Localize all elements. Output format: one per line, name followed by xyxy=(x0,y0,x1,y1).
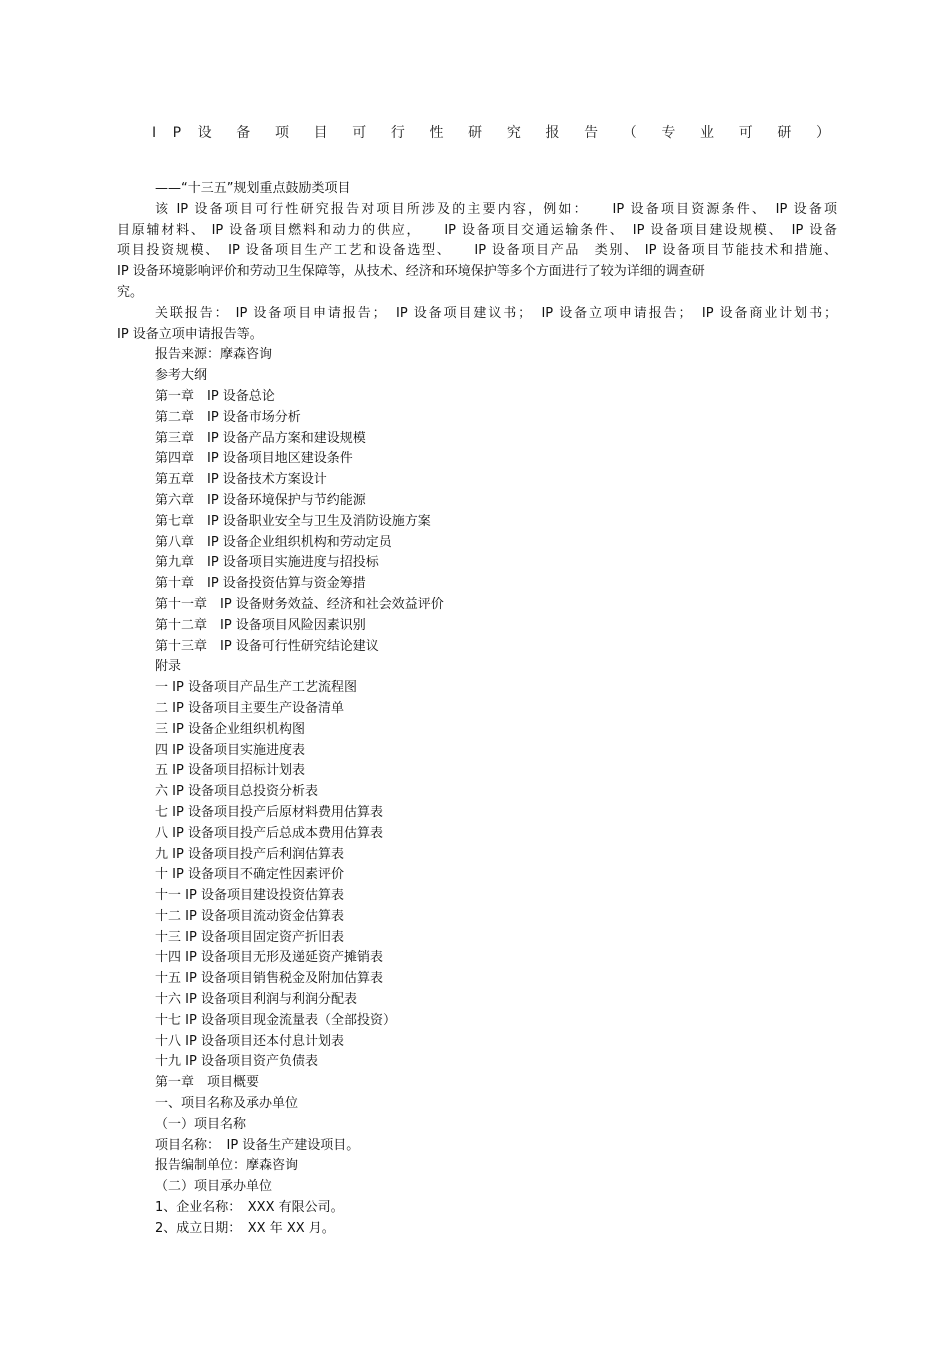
related-reports-line-1: 关联报告： IP 设备项目申请报告； IP 设备项目建议书； IP 设备立项申请报告； IP 设备商业计划书； xyxy=(155,305,837,321)
appendix-item: 十二 IP 设备项目流动资金估算表 xyxy=(155,908,344,924)
document-title: I P 设 备 项 目 可 行 性 研 究 报 告 （ 专 业 可 研 ） xyxy=(152,125,832,141)
established-date: 2、成立日期： XX 年 XX 月。 xyxy=(155,1220,335,1236)
company-name: 1、企业名称： XXX 有限公司。 xyxy=(155,1200,344,1216)
appendix-item: 十五 IP 设备项目销售税金及附加估算表 xyxy=(155,971,383,987)
appendix-item: 四 IP 设备项目实施进度表 xyxy=(155,742,305,758)
appendix-item: 十 IP 设备项目不确定性因素评价 xyxy=(155,867,344,883)
appendix-item: 十七 IP 设备项目现金流量表（全部投资） xyxy=(155,1012,396,1028)
intro-line-5: 究。 xyxy=(117,284,144,300)
chapter-list xyxy=(117,387,837,657)
chapter-item: 第十章 IP 设备投资估算与资金筹措 xyxy=(155,576,366,592)
intro-line-2: 目原辅材料、 IP 设备项目燃料和动力的供应， IP 设备项目交通运输条件、 IP 设备项目建设规模、 IP 设备 xyxy=(117,222,837,238)
chapter-item: 第七章 IP 设备职业安全与卫生及消防设施方案 xyxy=(155,513,431,529)
appendix-item: 一 IP 设备项目产品生产工艺流程图 xyxy=(155,680,357,696)
chapter1-heading: 第一章 项目概要 xyxy=(155,1075,260,1091)
outline-heading: 参考大纲 xyxy=(155,368,208,384)
section-1-heading: 一、项目名称及承办单位 xyxy=(155,1096,299,1112)
project-name: 项目名称： IP 设备生产建设项目。 xyxy=(155,1137,360,1153)
appendix-item: 十八 IP 设备项目还本付息计划表 xyxy=(155,1033,344,1049)
intro-line-4: IP 设备环境影响评价和劳动卫生保障等，从技术、经济和环境保护等多个方面进行了较为详细的调查研 xyxy=(117,264,705,280)
chapter-item: 第十三章 IP 设备可行性研究结论建议 xyxy=(155,638,379,654)
appendix-item: 十四 IP 设备项目无形及递延资产摊销表 xyxy=(155,950,383,966)
chapter-item: 第八章 IP 设备企业组织机构和劳动定员 xyxy=(155,534,392,550)
appendix-list xyxy=(117,678,837,1073)
appendix-item: 八 IP 设备项目投产后总成本费用估算表 xyxy=(155,825,383,841)
chapter-item: 第九章 IP 设备项目实施进度与招投标 xyxy=(155,555,379,571)
chapter-item: 第五章 IP 设备技术方案设计 xyxy=(155,472,327,488)
subtitle: ——“十三五”规划重点鼓励类项目 xyxy=(155,181,351,196)
chapter-item: 第二章 IP 设备市场分析 xyxy=(155,409,301,425)
appendix-item: 十三 IP 设备项目固定资产折旧表 xyxy=(155,929,344,945)
appendix-item: 六 IP 设备项目总投资分析表 xyxy=(155,784,318,800)
appendix-item: 二 IP 设备项目主要生产设备清单 xyxy=(155,700,344,716)
appendix-item: 十六 IP 设备项目利润与利润分配表 xyxy=(155,992,357,1008)
chapter-item: 第十一章 IP 设备财务效益、经济和社会效益评价 xyxy=(155,596,444,612)
document-body xyxy=(117,179,837,1240)
appendix-heading: 附录 xyxy=(155,659,182,675)
chapter-item: 第三章 IP 设备产品方案和建设规模 xyxy=(155,430,366,446)
report-unit: 报告编制单位：摩森咨询 xyxy=(155,1158,299,1174)
chapter-item: 第六章 IP 设备环境保护与节约能源 xyxy=(155,492,366,508)
appendix-item: 十一 IP 设备项目建设投资估算表 xyxy=(155,888,344,904)
appendix-item: 十九 IP 设备项目资产负债表 xyxy=(155,1054,318,1070)
chapter-item: 第十二章 IP 设备项目风险因素识别 xyxy=(155,617,366,633)
appendix-item: 九 IP 设备项目投产后利润估算表 xyxy=(155,846,344,862)
subsection-project-name: （一）项目名称 xyxy=(155,1116,247,1132)
intro-line-3: 项目投资规模、 IP 设备项目生产工艺和设备选型、 IP 设备项目产品 类别、 IP 设备项目节能技术和措施、 xyxy=(117,243,837,259)
related-reports-line-2: IP 设备立项申请报告等。 xyxy=(117,326,263,342)
subsection-organizer: （二）项目承办单位 xyxy=(155,1179,273,1195)
appendix-item: 三 IP 设备企业组织机构图 xyxy=(155,721,305,737)
appendix-item: 七 IP 设备项目投产后原材料费用估算表 xyxy=(155,804,383,820)
appendix-item: 五 IP 设备项目招标计划表 xyxy=(155,763,305,779)
chapter-item: 第一章 IP 设备总论 xyxy=(155,388,275,404)
report-source: 报告来源：摩森咨询 xyxy=(155,347,273,363)
chapter-item: 第四章 IP 设备项目地区建设条件 xyxy=(155,451,353,467)
intro-line-1: 该 IP 设备项目可行性研究报告对项目所涉及的主要内容，例如： IP 设备项目资源条件、 IP 设备项 xyxy=(155,201,837,217)
